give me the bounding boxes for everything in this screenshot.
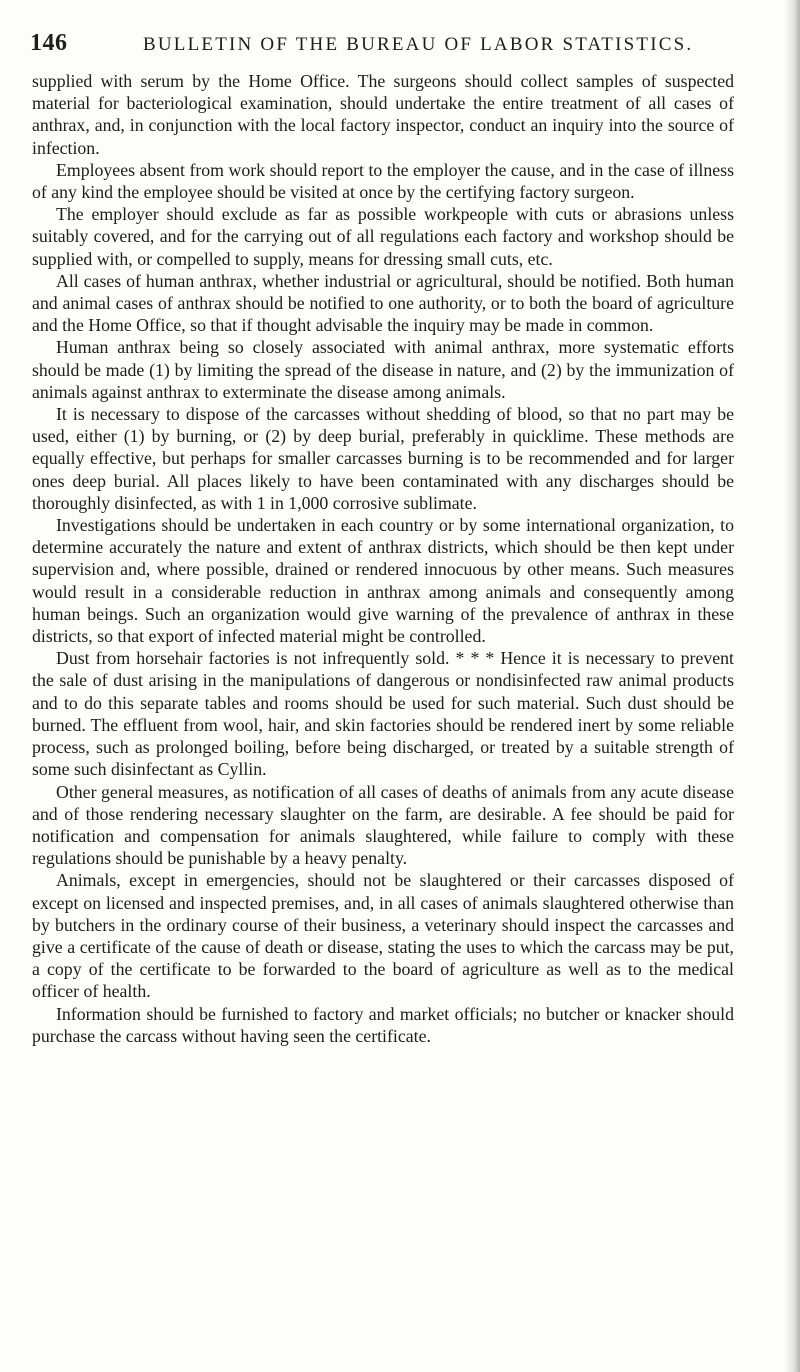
paragraph: Information should be furnished to factory and market officials; no butcher or knacker should purchase the carcass without having seen the certificate. <box>32 1003 734 1046</box>
paragraph: Dust from horsehair factories is not infrequently sold. * * * Hence it is necessary to prevent the sale of dust arising in the manipulations of dangerous or nondisinfected raw animal products and to do this separate tables and rooms should be used for such material. Such dust should be burned. The effluent from wool, hair, and skin factories should be rendered inert by some reliable process, such as prolonged boiling, before being discharged, or treated by a suitable strength of some such disinfectant as Cyllin. <box>32 648 734 780</box>
paragraph: Investigations should be undertaken in each country or by some international organization, to determine accurately the nature and extent of anthrax districts, which should be then kept under supervision and, where possible, drained or rendered innocuous by other means. Such measures would result in a considerable reduction in anthrax among animals and consequently among human beings. Such an organization would give warning of the prevalence of anthrax in these districts, so that export of infected material might be controlled. <box>32 515 734 647</box>
body-text <box>32 70 734 1047</box>
page-header <box>30 30 738 66</box>
page-number: 146 <box>30 30 68 56</box>
paragraph: supplied with serum by the Home Office. The surgeons should collect samples of suspected material for bacteriological examination, should undertake the entire treatment of all cases of anthrax, and, in conjunction with the local factory inspector, conduct an inquiry into the source of infection. <box>32 71 734 158</box>
paragraph: Animals, except in emergencies, should not be slaughtered or their carcasses disposed of except on licensed and inspected premises, and, in all cases of animals slaughtered otherwise than by butchers in the ordinary course of their business, a veterinary should inspect the carcasses and give a certificate of the cause of death or disease, stating the uses to which the carcass may be put, a copy of the certificate to be forwarded to the board of agriculture as well as to the medical officer of health. <box>32 870 734 1002</box>
page-edge-shadow <box>784 0 800 1372</box>
paragraph: All cases of human anthrax, whether industrial or agricultural, should be notified. Both human and animal cases of anthrax should be notified to one authority, or to both the board of agriculture and the Home Office, so that if thought advisable the inquiry may be made in common. <box>32 270 734 336</box>
running-head: BULLETIN OF THE BUREAU OF LABOR STATISTICS. <box>143 34 694 55</box>
paragraph: Human anthrax being so closely associated with animal anthrax, more systematic efforts should be made (1) by limiting the spread of the disease in nature, and (2) by the immunization of animals against anthrax to exterminate the disease among animals. <box>32 337 734 402</box>
paragraph: Employees absent from work should report to the employer the cause, and in the case of illness of any kind the employee should be visited at once by the certifying factory surgeon. <box>32 159 734 203</box>
paragraph: The employer should exclude as far as possible workpeople with cuts or abrasions unless suitably covered, and for the carrying out of all regulations each factory and workshop should be supplied with, or compelled to supply, means for dressing small cuts, etc. <box>32 204 734 269</box>
paragraph: It is necessary to dispose of the carcasses without shedding of blood, so that no part may be used, either (1) by burning, or (2) by deep burial, preferably in quicklime. These methods are equally effective, but perhaps for smaller carcasses burning is to be recommended and for larger ones deep burial. All places likely to have been contaminated with any discharges should be thoroughly disinfected, as with 1 in 1,000 corrosive sublimate. <box>32 404 734 513</box>
paragraph: Other general measures, as notification of all cases of deaths of animals from any acute disease and of those rendering necessary slaughter on the farm, are desirable. A fee should be paid for notification and compensation for animals slaughtered, while failure to comply with these regulations should be punishable by a heavy penalty. <box>32 781 734 869</box>
